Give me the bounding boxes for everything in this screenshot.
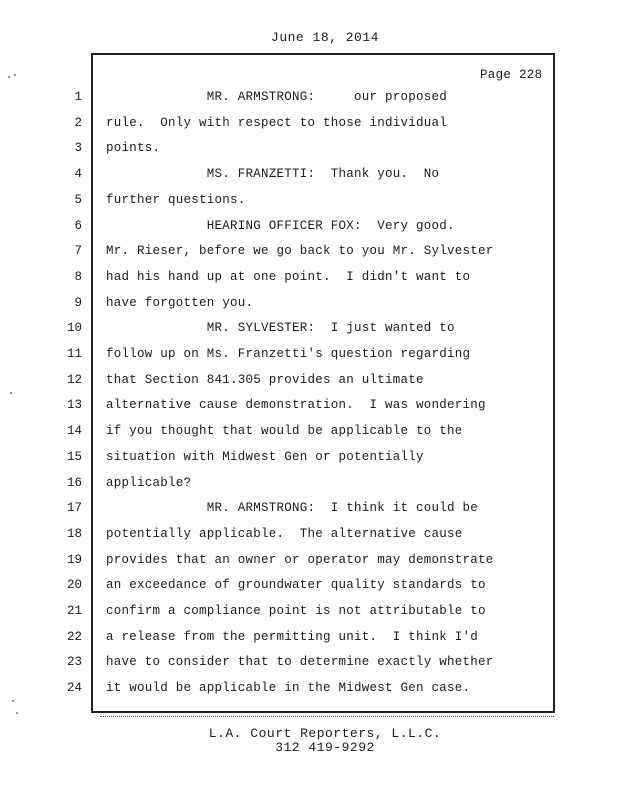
transcript-line: HEARING OFFICER FOX: Very good. xyxy=(106,219,455,233)
line-number: 24 xyxy=(66,681,82,695)
transcript-line: potentially applicable. The alternative cause xyxy=(106,527,463,541)
line-number: 8 xyxy=(74,270,82,284)
transcript-line: points. xyxy=(106,141,161,155)
transcript-line: it would be applicable in the Midwest Gen case. xyxy=(106,681,471,695)
line-number: 16 xyxy=(66,476,82,490)
line-number: 13 xyxy=(66,398,82,412)
page-number: Page 228 xyxy=(480,68,543,82)
transcript-line: rule. Only with respect to those individual xyxy=(106,116,448,130)
header-date: June 18, 2014 xyxy=(271,30,379,45)
transcript-line: an exceedance of groundwater quality standards to xyxy=(106,578,486,592)
transcript-line: a release from the permitting unit. I think I'd xyxy=(106,630,479,644)
transcript-line: MS. FRANZETTI: Thank you. No xyxy=(106,167,440,181)
line-number: 4 xyxy=(74,167,82,181)
line-number: 2 xyxy=(74,116,82,130)
footer-phone: 312 419-9292 xyxy=(275,740,375,755)
transcript-line: MR. ARMSTRONG: our proposed xyxy=(106,90,448,104)
line-number: 11 xyxy=(66,347,82,361)
line-number: 3 xyxy=(74,141,82,155)
line-number: 18 xyxy=(66,527,82,541)
scan-speck xyxy=(14,74,16,76)
transcript-line: alternative cause demonstration. I was wondering xyxy=(106,398,486,412)
line-number: 23 xyxy=(66,655,82,669)
transcript-line: situation with Midwest Gen or potentially xyxy=(106,450,424,464)
line-number: 10 xyxy=(66,321,82,335)
scan-speck xyxy=(10,392,12,394)
line-number: 19 xyxy=(66,553,82,567)
line-number: 17 xyxy=(66,501,82,515)
transcript-line: confirm a compliance point is not attributable to xyxy=(106,604,486,618)
transcript-line: if you thought that would be applicable to the xyxy=(106,424,463,438)
line-number: 20 xyxy=(66,578,82,592)
transcript-line: MR. SYLVESTER: I just wanted to xyxy=(106,321,455,335)
scan-speck xyxy=(8,76,10,78)
scan-speck xyxy=(12,700,14,702)
transcript-line: follow up on Ms. Franzetti's question regarding xyxy=(106,347,471,361)
transcript-line: MR. ARMSTRONG: I think it could be xyxy=(106,501,479,515)
transcript-line: Mr. Rieser, before we go back to you Mr. Sylvester xyxy=(106,244,494,258)
scan-noise xyxy=(100,714,554,717)
transcript-line: further questions. xyxy=(106,193,246,207)
scan-speck xyxy=(16,712,18,714)
transcript-line: had his hand up at one point. I didn't want to xyxy=(106,270,471,284)
line-number: 12 xyxy=(66,373,82,387)
transcript-line: applicable? xyxy=(106,476,192,490)
line-number: 6 xyxy=(74,219,82,233)
transcript-line: provides that an owner or operator may demonstrate xyxy=(106,553,494,567)
line-number: 14 xyxy=(66,424,82,438)
line-number: 5 xyxy=(74,193,82,207)
footer-company: L.A. Court Reporters, L.L.C. xyxy=(208,726,442,741)
line-number: 1 xyxy=(74,90,82,104)
line-number: 22 xyxy=(66,630,82,644)
transcript-line: that Section 841.305 provides an ultimate xyxy=(106,373,424,387)
line-number: 7 xyxy=(74,244,82,258)
line-number: 9 xyxy=(74,296,82,310)
line-number: 15 xyxy=(66,450,82,464)
transcript-line: have forgotten you. xyxy=(106,296,254,310)
line-number: 21 xyxy=(66,604,82,618)
transcript-line: have to consider that to determine exactly whether xyxy=(106,655,494,669)
